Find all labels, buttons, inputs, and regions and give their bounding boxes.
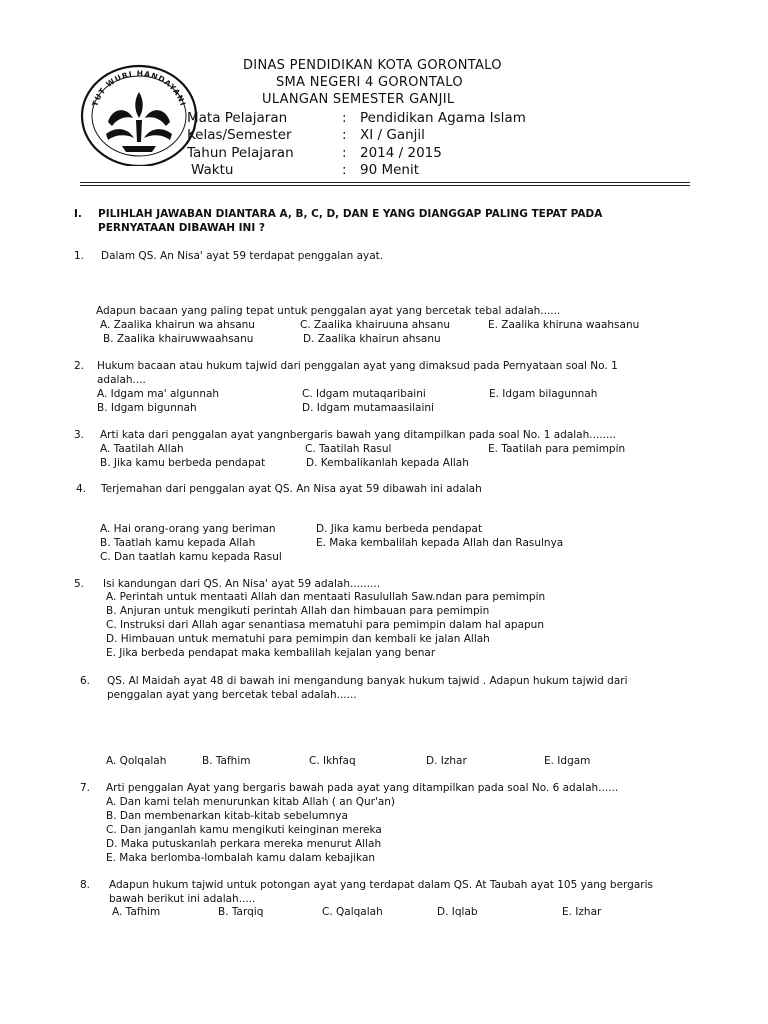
question-text: Adapun bacaan yang paling tepat untuk penggalan ayat yang bercetak tebal adalah...... xyxy=(96,305,561,317)
option: D. Idgam mutamaasilaini xyxy=(302,402,434,414)
option: C. Dan taatlah kamu kepada Rasul xyxy=(100,551,282,563)
info-value-class: XI / Ganjil xyxy=(360,127,425,143)
option: C. Taatilah Rasul xyxy=(305,443,392,455)
question-number: 8. xyxy=(80,879,91,891)
info-value-year: 2014 / 2015 xyxy=(360,145,442,161)
header-school: SMA NEGERI 4 GORONTALO xyxy=(276,75,463,90)
option: D. Izhar xyxy=(426,755,467,767)
option: A. Dan kami telah menurunkan kitab Allah ( an Qur'an) xyxy=(106,796,396,808)
section-instruction: PILIHLAH JAWABAN DIANTARA A, B, C, D, DAN E YANG DIANGGAP PALING TEPAT PADA xyxy=(98,208,603,220)
info-label-subject: Mata Pelajaran xyxy=(187,110,288,126)
question-number: 3. xyxy=(74,429,85,441)
option: B. Dan membenarkan kitab-kitab sebelumnya xyxy=(106,810,348,822)
option: E. Taatilah para pemimpin xyxy=(488,443,626,455)
info-value-time: 90 Menit xyxy=(360,162,420,178)
option: A. Zaalika khairun wa ahsanu xyxy=(100,319,255,331)
option: E. Zaalika khiruna waahsanu xyxy=(488,319,640,331)
option: A. Idgam ma' algunnah xyxy=(97,388,220,400)
option: C. Qalqalah xyxy=(322,906,383,918)
option: E. Izhar xyxy=(562,906,602,918)
question-number: 6. xyxy=(80,675,91,687)
option: D. Kembalikanlah kepada Allah xyxy=(306,457,469,469)
header-divider xyxy=(80,182,690,183)
question-text: adalah.... xyxy=(97,374,146,386)
option: B. Jika kamu berbeda pendapat xyxy=(100,457,266,469)
tut-wuri-handayani-logo xyxy=(78,60,200,166)
info-label-year: Tahun Pelajaran xyxy=(187,145,294,161)
svg-text:TUT WURI HANDAYANI: TUT WURI HANDAYANI xyxy=(90,68,188,108)
option: D. Jika kamu berbeda pendapat xyxy=(316,523,483,535)
question-number: 1. xyxy=(74,250,85,262)
question-text: Arti penggalan Ayat yang bergaris bawah pada ayat yang ditampilkan pada soal No. 6 adalah...... xyxy=(106,782,619,794)
option: E. Idgam bilagunnah xyxy=(489,388,598,400)
question-text: Isi kandungan dari QS. An Nisa' ayat 59 adalah......... xyxy=(103,578,381,590)
option: A. Qolqalah xyxy=(106,755,167,767)
option: D. Iqlab xyxy=(437,906,478,918)
section-instruction-2: PERNYATAAN DIBAWAH INI ? xyxy=(98,222,266,234)
info-label-class: Kelas/Semester xyxy=(187,127,292,143)
info-sep: : xyxy=(342,127,347,143)
question-text: Adapun hukum tajwid untuk potongan ayat yang terdapat dalam QS. At Taubah ayat 105 yang bergaris xyxy=(109,879,653,891)
option: A. Hai orang-orang yang beriman xyxy=(100,523,276,535)
header-divider xyxy=(80,185,690,186)
option: E. Jika berbeda pendapat maka kembalilah kejalan yang benar xyxy=(106,647,436,659)
option: A. Taatilah Allah xyxy=(100,443,184,455)
info-sep: : xyxy=(342,145,347,161)
option: E. Idgam xyxy=(544,755,591,767)
option: B. Tarqiq xyxy=(218,906,264,918)
option: C. Idgam mutaqaribaini xyxy=(302,388,426,400)
question-number: 2. xyxy=(74,360,85,372)
question-text: bawah berikut ini adalah..... xyxy=(109,893,256,905)
option: C. Zaalika khairuuna ahsanu xyxy=(300,319,451,331)
option: B. Zaalika khairuwwaahsanu xyxy=(103,333,254,345)
option: C. Ikhfaq xyxy=(309,755,356,767)
info-value-subject: Pendidikan Agama Islam xyxy=(360,110,526,126)
option: E. Maka berlomba-lombalah kamu dalam kebajikan xyxy=(106,852,376,864)
option: A. Tafhim xyxy=(112,906,161,918)
question-text: Arti kata dari penggalan ayat yangnbergaris bawah yang ditampilkan pada soal No. 1 adalah........ xyxy=(100,429,616,441)
header-agency: DINAS PENDIDIKAN KOTA GORONTALO xyxy=(243,58,502,73)
option: D. Himbauan untuk mematuhi para pemimpin dan kembali ke jalan Allah xyxy=(106,633,490,645)
question-text: penggalan ayat yang bercetak tebal adalah...... xyxy=(107,689,357,701)
option: C. Dan janganlah kamu mengikuti keinginan mereka xyxy=(106,824,382,836)
header-exam: ULANGAN SEMESTER GANJIL xyxy=(262,92,455,107)
question-number: 4. xyxy=(76,483,87,495)
question-number: 7. xyxy=(80,782,91,794)
info-sep: : xyxy=(342,110,347,126)
question-text: Hukum bacaan atau hukum tajwid dari penggalan ayat yang dimaksud pada Pernyataan soal No. 1 xyxy=(97,360,618,372)
option: C. Instruksi dari Allah agar senantiasa mematuhi para pemimpin dalam hal apapun xyxy=(106,619,544,631)
option: D. Zaalika khairun ahsanu xyxy=(303,333,441,345)
option: B. Anjuran untuk mengikuti perintah Allah dan himbauan para pemimpin xyxy=(106,605,490,617)
info-label-time: Waktu xyxy=(191,162,234,178)
question-text: Dalam QS. An Nisa' ayat 59 terdapat penggalan ayat. xyxy=(101,250,384,262)
option: A. Perintah untuk mentaati Allah dan mentaati Rasulullah Saw.ndan para pemimpin xyxy=(106,591,546,603)
question-text: Terjemahan dari penggalan ayat QS. An Nisa ayat 59 dibawah ini adalah xyxy=(101,483,482,495)
question-number: 5. xyxy=(74,578,85,590)
section-number: I. xyxy=(74,208,82,220)
option: B. Taatlah kamu kepada Allah xyxy=(100,537,256,549)
option: B. Idgam bigunnah xyxy=(97,402,197,414)
option: B. Tafhim xyxy=(202,755,251,767)
option: D. Maka putuskanlah perkara mereka menurut Allah xyxy=(106,838,382,850)
info-sep: : xyxy=(342,162,347,178)
question-text: QS. Al Maidah ayat 48 di bawah ini mengandung banyak hukum tajwid . Adapun hukum tajwid dari xyxy=(107,675,628,687)
option: E. Maka kembalilah kepada Allah dan Rasulnya xyxy=(316,537,564,549)
